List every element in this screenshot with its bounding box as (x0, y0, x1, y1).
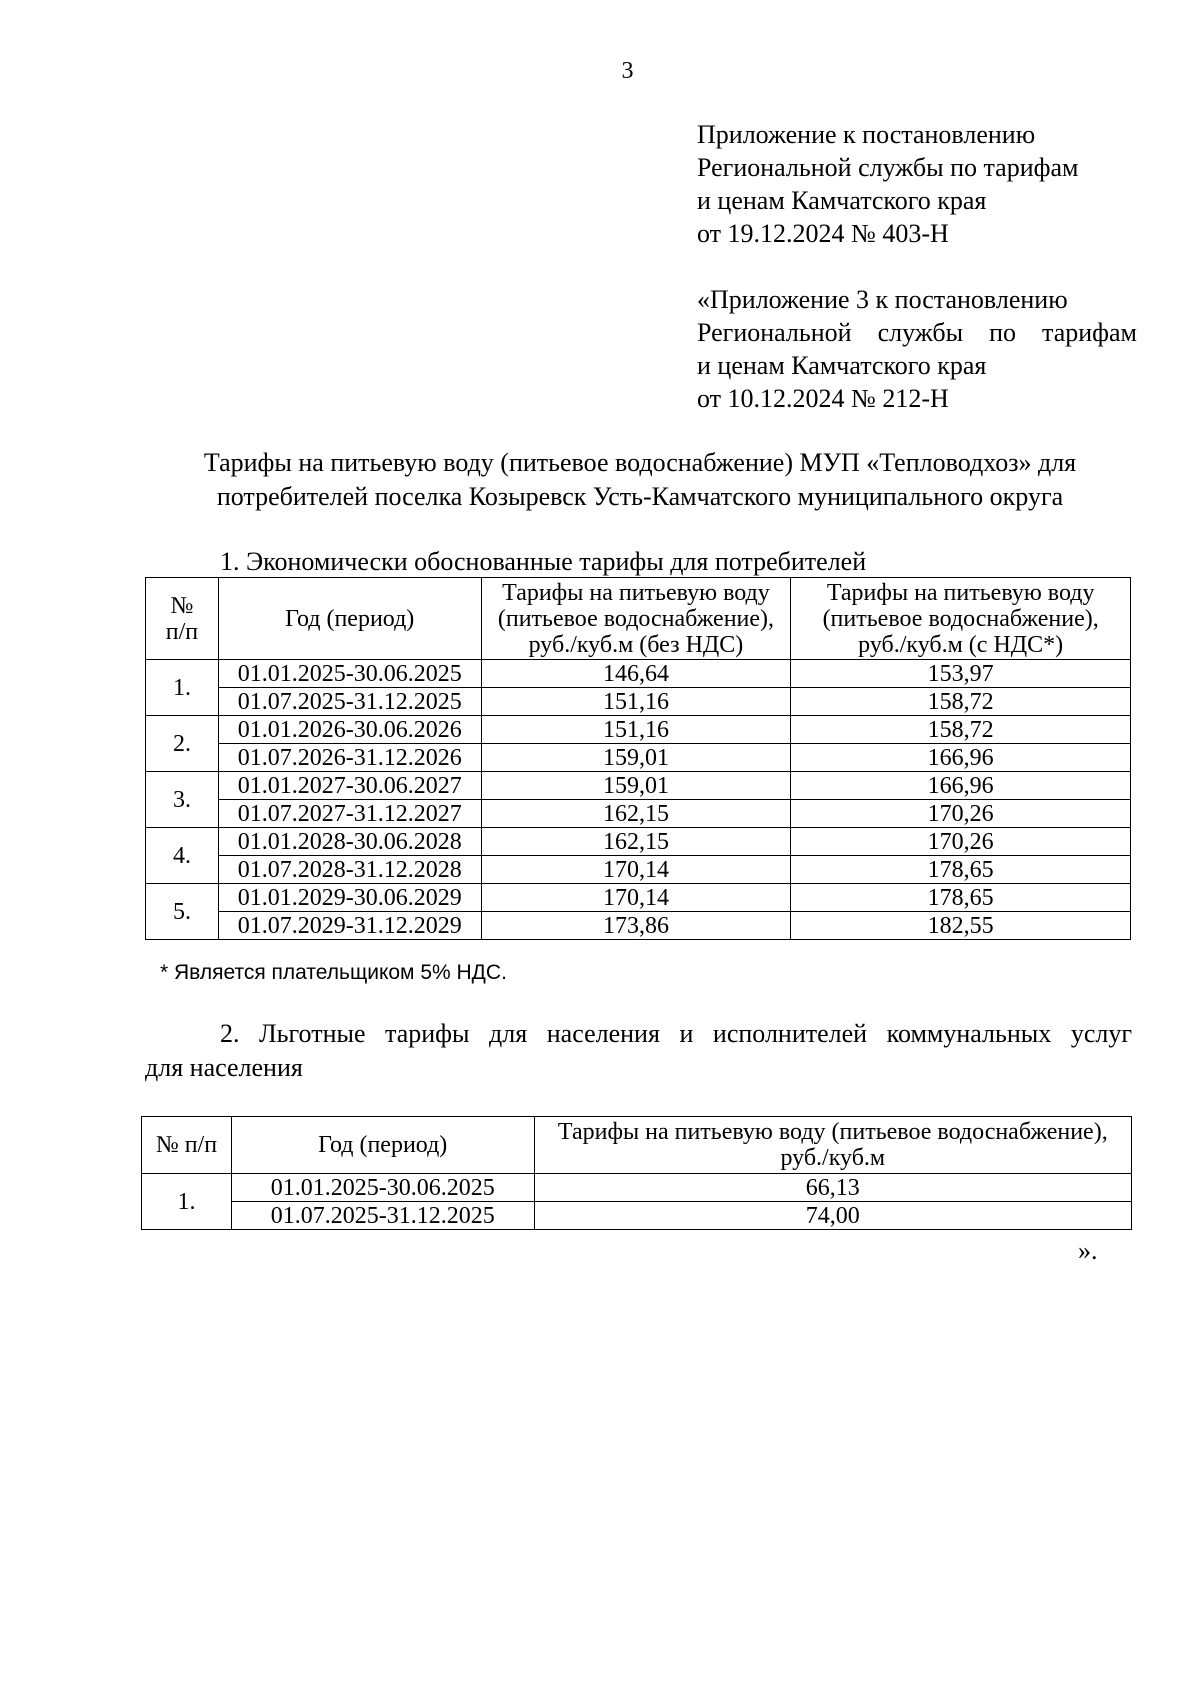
tariff-no-vat-cell: 162,15 (481, 800, 791, 828)
appendix-line: Приложение к постановлению (697, 120, 1036, 149)
table-row (142, 1174, 1132, 1202)
tariff-no-vat-cell: 162,15 (481, 828, 791, 856)
period-cell: 01.07.2028-31.12.2028 (218, 856, 481, 884)
table-row (146, 688, 1131, 716)
column-header-tariff-with-vat (791, 578, 1131, 660)
table-row (146, 828, 1131, 856)
tariff-no-vat-cell: 173,86 (481, 912, 791, 940)
table-row (146, 800, 1131, 828)
header-line: руб./куб.м (780, 1145, 886, 1171)
appendix-line: Региональной службы по тарифам (697, 153, 1079, 182)
tariff-with-vat-cell: 166,96 (791, 772, 1131, 800)
tariff-no-vat-cell: 170,14 (481, 856, 791, 884)
period-cell: 01.07.2025-31.12.2025 (231, 1202, 534, 1230)
header-line: Тарифы на питьевую воду (502, 579, 770, 606)
period-cell: 01.07.2026-31.12.2026 (218, 744, 481, 772)
table-row (146, 660, 1131, 688)
period-cell: 01.07.2029-31.12.2029 (218, 912, 481, 940)
table-row (146, 772, 1131, 800)
period-cell: 01.01.2025-30.06.2025 (218, 660, 481, 688)
page-number: 3 (621, 58, 634, 84)
closing-quote: ». (1078, 1236, 1098, 1265)
header-line: руб./куб.м (без НДС) (528, 631, 744, 658)
title-line: Тарифы на питьевую воду (питьевое водоснабжение) МУП «Тепловодхоз» для (203, 448, 1077, 477)
column-header-tariff-no-vat (481, 578, 791, 660)
tariff-no-vat-cell: 159,01 (481, 744, 791, 772)
tariff-with-vat-cell: 153,97 (791, 660, 1131, 688)
row-number: 1. (146, 660, 219, 716)
table-header-row (146, 578, 1131, 660)
tariff-no-vat-cell: 151,16 (481, 716, 791, 744)
table-row (146, 912, 1131, 940)
tariff-with-vat-cell: 166,96 (791, 744, 1131, 772)
tariff-with-vat-cell: 182,55 (791, 912, 1131, 940)
period-cell: 01.01.2028-30.06.2028 (218, 828, 481, 856)
appendix-line: и ценам Камчатского края (697, 351, 987, 380)
preferential-tariffs-table (141, 1116, 1132, 1230)
column-header-period: Год (период) (218, 578, 481, 660)
table-row (146, 884, 1131, 912)
header-line: № (170, 592, 194, 619)
tariff-with-vat-cell: 170,26 (791, 800, 1131, 828)
document-title (140, 446, 1140, 514)
tariff-no-vat-cell: 151,16 (481, 688, 791, 716)
appendix-line: Региональной службы по тарифам (697, 318, 1137, 347)
column-header-tariff (534, 1117, 1131, 1174)
economic-tariffs-table (145, 577, 1131, 940)
row-number: 2. (146, 716, 219, 772)
appendix-line: от 10.12.2024 № 212-Н (697, 384, 949, 413)
period-cell: 01.01.2026-30.06.2026 (218, 716, 481, 744)
column-header-number: № п/п (142, 1117, 232, 1174)
header-line: руб./куб.м (с НДС*) (858, 631, 1064, 658)
row-number: 1. (142, 1174, 232, 1230)
appendix-line: и ценам Камчатского края (697, 186, 987, 215)
row-number: 4. (146, 828, 219, 884)
row-number: 5. (146, 884, 219, 940)
period-cell: 01.07.2027-31.12.2027 (218, 800, 481, 828)
table-row (146, 744, 1131, 772)
appendix-reference (697, 118, 1137, 250)
header-line: Тарифы на питьевую воду (питьевое водоснабжение), (557, 1119, 1108, 1145)
amended-appendix-reference (697, 283, 1137, 415)
tariff-with-vat-cell: 158,72 (791, 716, 1131, 744)
header-line: (питьевое водоснабжение), (497, 605, 775, 632)
column-header-number (146, 578, 219, 660)
heading-line: 2. Льготные тарифы для населения и исполнителей коммунальных услуг (220, 1019, 1132, 1048)
table-row (146, 716, 1131, 744)
row-number: 3. (146, 772, 219, 828)
period-cell: 01.01.2029-30.06.2029 (218, 884, 481, 912)
tariff-with-vat-cell: 158,72 (791, 688, 1131, 716)
title-line: потребителей поселка Козыревск Усть-Камчатского муниципального округа (216, 482, 1064, 511)
tariff-cell: 74,00 (534, 1202, 1131, 1230)
tariff-cell: 66,13 (534, 1174, 1131, 1202)
period-cell: 01.07.2025-31.12.2025 (218, 688, 481, 716)
header-line: (питьевое водоснабжение), (822, 605, 1099, 632)
tariff-with-vat-cell: 170,26 (791, 828, 1131, 856)
tariff-no-vat-cell: 170,14 (481, 884, 791, 912)
header-line: Тарифы на питьевую воду (826, 579, 1095, 606)
header-line: п/п (165, 618, 199, 645)
section-1-heading: 1. Экономически обоснованные тарифы для потребителей (220, 547, 867, 576)
column-header-period: Год (период) (231, 1117, 534, 1174)
period-cell: 01.01.2025-30.06.2025 (231, 1174, 534, 1202)
tariff-no-vat-cell: 146,64 (481, 660, 791, 688)
appendix-line: от 19.12.2024 № 403-Н (697, 219, 949, 248)
table-header-row (142, 1117, 1132, 1174)
table-row (142, 1202, 1132, 1230)
tariff-no-vat-cell: 159,01 (481, 772, 791, 800)
period-cell: 01.01.2027-30.06.2027 (218, 772, 481, 800)
tariff-with-vat-cell: 178,65 (791, 856, 1131, 884)
section-2-heading (145, 1017, 1132, 1085)
appendix-line: «Приложение 3 к постановлению (697, 285, 1068, 314)
heading-line: для населения (145, 1053, 303, 1082)
table-row (146, 856, 1131, 884)
vat-footnote: * Является плательщиком 5% НДС. (160, 961, 507, 984)
tariff-with-vat-cell: 178,65 (791, 884, 1131, 912)
